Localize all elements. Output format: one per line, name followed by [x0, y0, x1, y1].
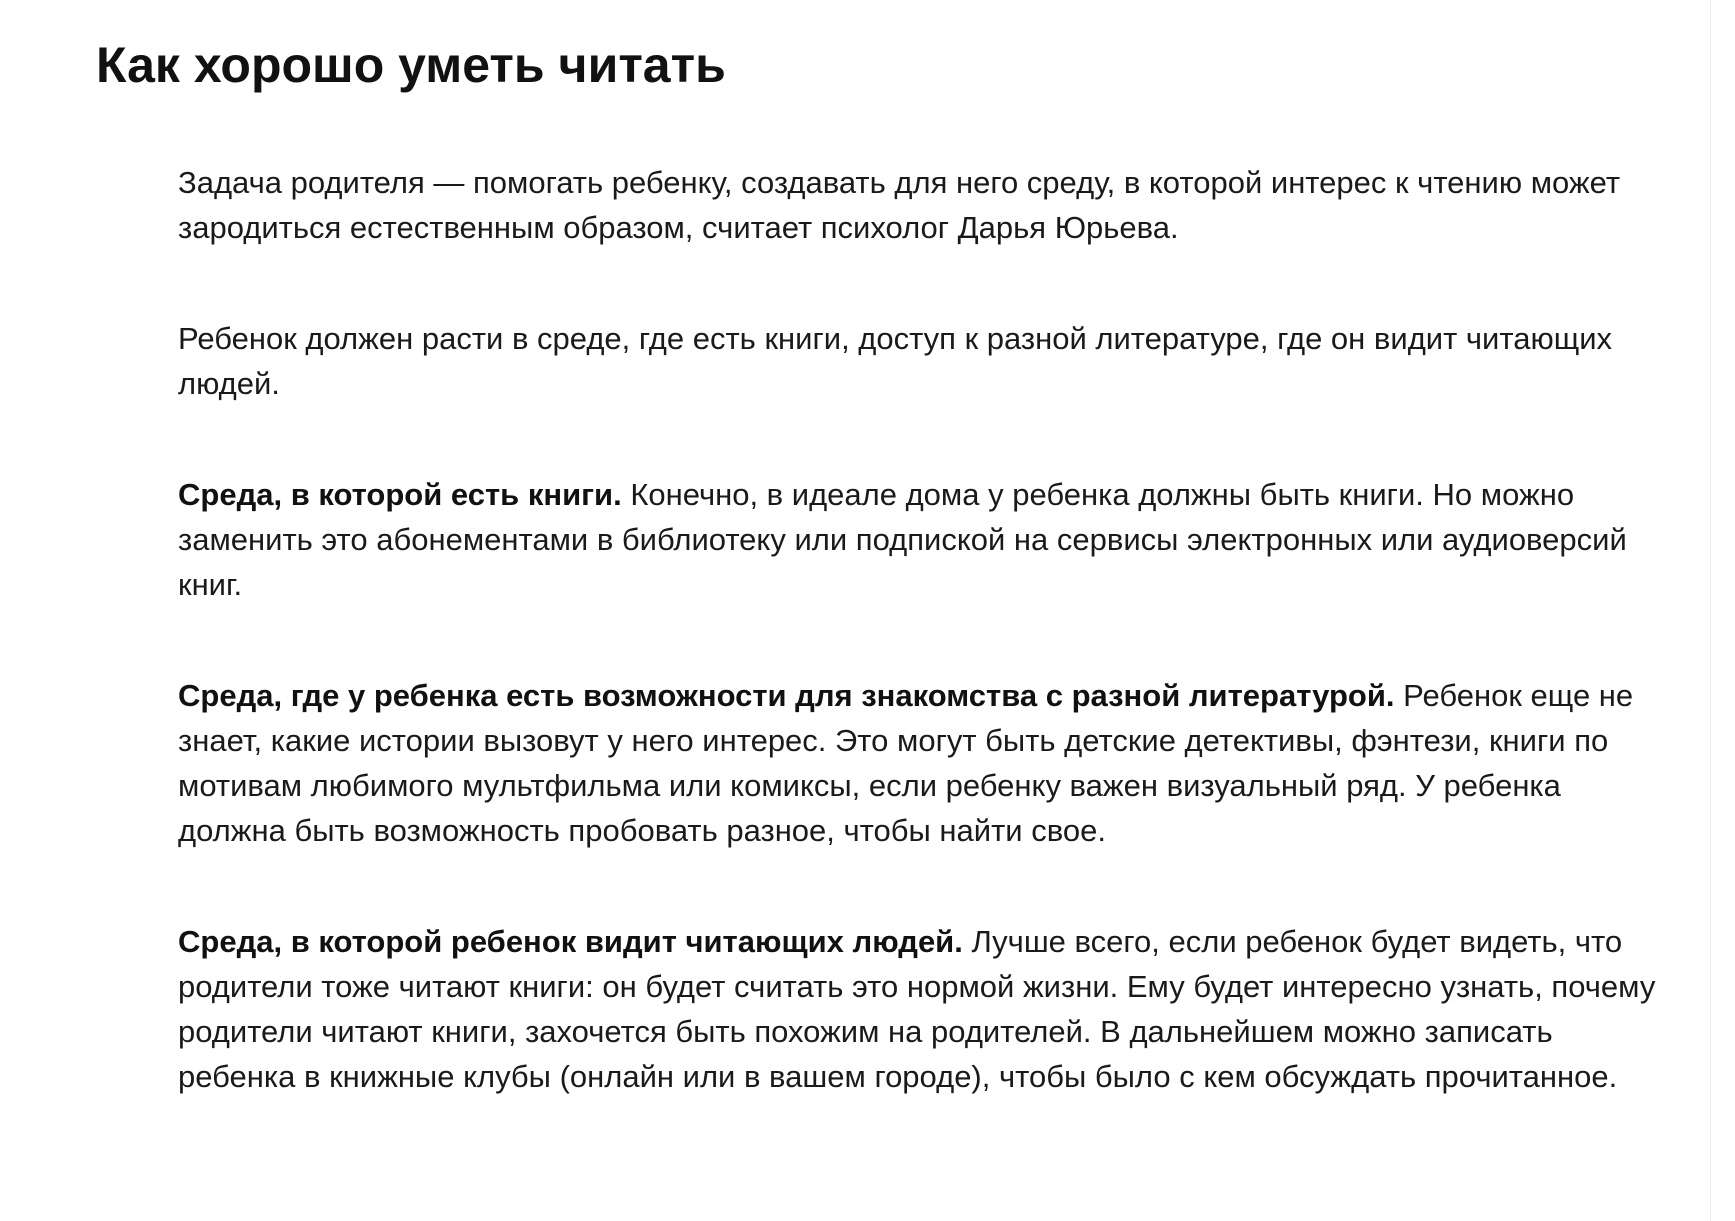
paragraph-text: Конечно, в идеале дома у ребенка должны быть книги. Но можно заменить это абонементами в библиотеку или подпиской на сервисы электронных или аудиоверсий книг.	[178, 477, 1627, 602]
paragraph-lead: Среда, в которой есть книги.	[178, 477, 622, 512]
paragraph-text: Лучше всего, если ребенок будет видеть, что родители тоже читают книги: он будет считать это нормой жизни. Ему будет интересно узнать, почему родители читают книги, захочется быть похожим на родителей. В дальнейшем можно записать ребенка в книжные клубы (онлайн или в вашем городе), чтобы было с кем обсуждать прочитанное.	[178, 924, 1656, 1094]
paragraph-lead: Среда, в которой ребенок видит читающих людей.	[178, 924, 963, 959]
page-divider	[1710, 0, 1711, 1221]
paragraph-text: Ребенок должен расти в среде, где есть книги, доступ к разной литературе, где он видит читающих людей.	[178, 321, 1613, 401]
paragraph-lead: Среда, где у ребенка есть возможности для знакомства с разной литературой.	[178, 678, 1395, 713]
paragraph-intro	[178, 160, 1668, 250]
paragraph-books-at-home	[178, 472, 1668, 607]
paragraph-reading-people	[178, 919, 1668, 1099]
article-title: Как хорошо уметь читать	[96, 37, 726, 93]
paragraph-text: Ребенок еще не знает, какие истории вызовут у него интерес. Это могут быть детские детективы, фэнтези, книги по мотивам любимого мультфильма или комиксы, если ребенку важен визуальный ряд. У ребенка должна быть возможность пробовать разное, чтобы найти свое.	[178, 678, 1634, 848]
paragraph-text: Задача родителя — помогать ребенку, создавать для него среду, в которой интерес к чтению может зародиться естественным образом, считает психолог Дарья Юрьева.	[178, 165, 1621, 245]
paragraph-environment	[178, 316, 1668, 406]
paragraph-diverse-literature	[178, 673, 1668, 853]
article-body	[178, 160, 1668, 1165]
